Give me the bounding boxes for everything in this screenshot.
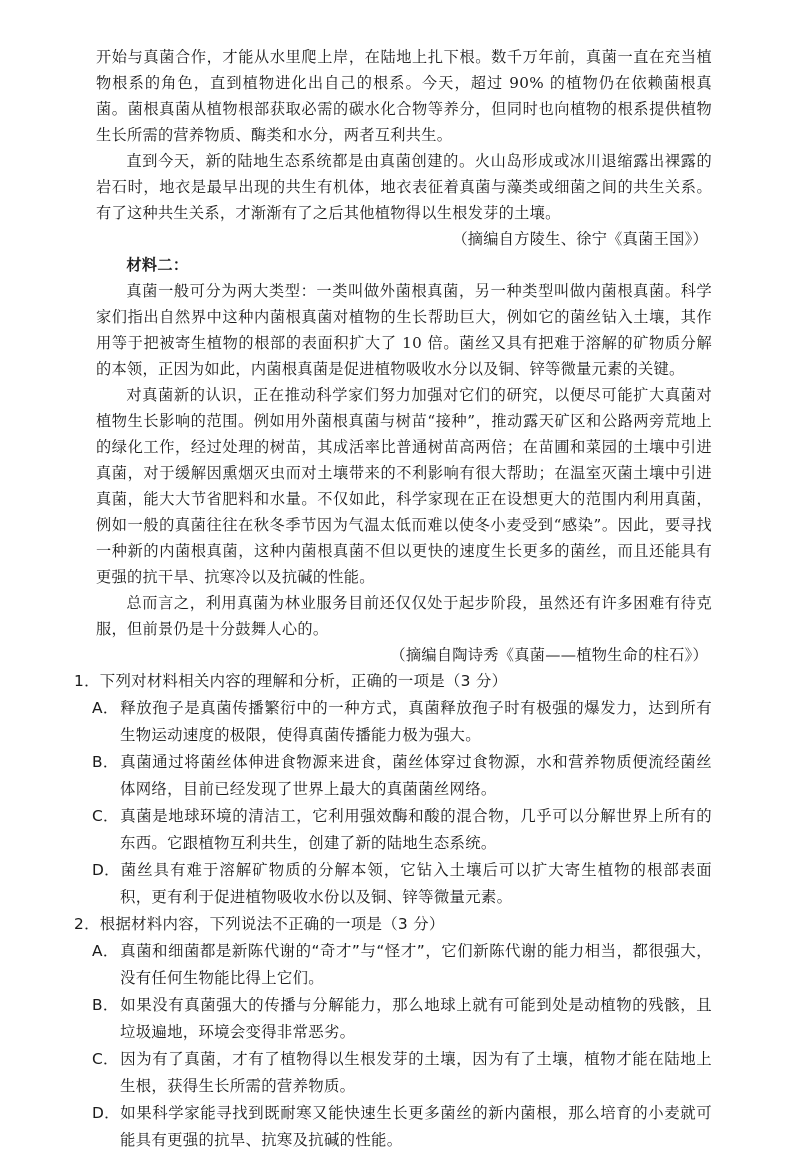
material1-paragraph-1: 开始与真菌合作，才能从水里爬上岸，在陆地上扎下根。数千万年前，真菌一直在充当植物根系的角色，直到植物进化出自己的根系。今天，超过 90% 的植物仍在依赖菌根真菌。菌根真菌从植物根部获取必需的碳水化合物等养分，但同时也向植物的根系提供植物生长所需的营养物质、酶类和水分，两者互利共生。 bbox=[96, 48, 712, 144]
material2-citation: （摘编自陶诗秀《真菌——植物生命的柱石》） bbox=[390, 646, 708, 664]
option-letter: D． bbox=[92, 1104, 120, 1122]
question-2-option-b bbox=[92, 992, 712, 1046]
option-letter: A． bbox=[92, 699, 119, 717]
option-letter: A． bbox=[92, 942, 119, 960]
option-letter: B． bbox=[92, 996, 119, 1014]
material2-header: 材料二： bbox=[126, 256, 189, 274]
material1-citation: （摘编自方陵生、徐宁《真菌王国》） bbox=[452, 230, 708, 248]
material1-paragraph-2: 直到今天，新的陆地生态系统都是由真菌创建的。火山岛形成或冰川退缩露出裸露的岩石时，地衣是最早出现的共生有机体，地衣表征着真菌与藻类或细菌之间的共生关系。有了这种共生关系，才渐渐有了之后其他植物得以生根发芽的土壤。 bbox=[96, 152, 712, 222]
material2-paragraph-1: 真菌一般可分为两大类型：一类叫做外菌根真菌，另一种类型叫做内菌根真菌。科学家们指出自然界中这种内菌根真菌对植物的生长帮助巨大，例如它的菌丝钻入土壤，其作用等于把被寄生植物的根部的表面积扩大了 10 倍。菌丝又具有把难于溶解的矿物质分解的本领，正因为如此，内菌根真菌是促进植物吸收水分以及铜、锌等微量元素的关键。 bbox=[96, 282, 712, 378]
option-letter: D． bbox=[92, 861, 120, 879]
question-2-option-a bbox=[92, 938, 712, 992]
option-text: 如果没有真菌强大的传播与分解能力，那么地球上就有可能到处是动植物的残骸，且垃圾遍地，环境会变得非常恶劣。 bbox=[120, 996, 712, 1041]
question-1-option-d bbox=[92, 857, 712, 911]
question-1-option-b bbox=[92, 749, 712, 803]
option-letter: C． bbox=[92, 1050, 119, 1068]
option-text: 释放孢子是真菌传播繁衍中的一种方式，真菌释放孢子时有极强的爆发力，达到所有生物运动速度的极限，使得真菌传播能力极为强大。 bbox=[120, 699, 712, 744]
question-2-option-c bbox=[92, 1046, 712, 1100]
question-1-option-c bbox=[92, 803, 712, 857]
exam-page bbox=[0, 44, 794, 1167]
option-text: 真菌和细菌都是新陈代谢的“奇才”与“怪才”，它们新陈代谢的能力相当，都很强大，没有任何生物能比得上它们。 bbox=[120, 942, 712, 987]
option-text: 真菌通过将菌丝体伸进食物源来进食，菌丝体穿过食物源，水和营养物质便流经菌丝体网络，目前已经发现了世界上最大的真菌菌丝网络。 bbox=[120, 753, 712, 798]
option-text: 因为有了真菌，才有了植物得以生根发芽的土壤，因为有了土壤，植物才能在陆地上生根，获得生长所需的营养物质。 bbox=[120, 1050, 712, 1095]
option-letter: B． bbox=[92, 753, 119, 771]
option-text: 真菌是地球环境的清洁工，它利用强效酶和酸的混合物，几乎可以分解世界上所有的东西。它跟植物互利共生，创建了新的陆地生态系统。 bbox=[120, 807, 712, 852]
question-2-stem: 2．根据材料内容，下列说法不正确的一项是（3 分） bbox=[74, 915, 445, 933]
material2-paragraph-2: 对真菌新的认识，正在推动科学家们努力加强对它们的研究，以便尽可能扩大真菌对植物生长影响的范围。例如用外菌根真菌与树苗“接种”，推动露天矿区和公路两旁荒地上的绿化工作，经过处理的树苗，其成活率比普通树苗高两倍；在苗圃和菜园的土壤中引进真菌，对于缓解因熏烟灭虫而对土壤带来的不利影响有很大帮助；在温室灭菌土壤中引进真菌，能大大节省肥料和水量。不仅如此，科学家现在正在设想更大的范围内利用真菌，例如一般的真菌往往在秋冬季节因为气温太低而难以使冬小麦受到“感染”。因此，要寻找一种新的内菌根真菌，这种内菌根真菌不但以更快的速度生长更多的菌丝，而且还能具有更强的抗干旱、抗寒冷以及抗碱的性能。 bbox=[96, 386, 712, 586]
question-2-option-d bbox=[92, 1100, 712, 1154]
option-letter: C． bbox=[92, 807, 119, 825]
question-1-option-a bbox=[92, 695, 712, 749]
material2-paragraph-3: 总而言之，利用真菌为林业服务目前还仅仅处于起步阶段，虽然还有许多困难有待克服，但前景仍是十分鼓舞人心的。 bbox=[96, 594, 712, 638]
option-text: 菌丝具有难于溶解矿物质的分解本领，它钻入土壤后可以扩大寄生植物的根部表面积，更有利于促进植物吸收水份以及铜、锌等微量元素。 bbox=[120, 861, 712, 906]
option-text: 如果科学家能寻找到既耐寒又能快速生长更多菌丝的新内菌根，那么培育的小麦就可能具有更强的抗旱、抗寒及抗碱的性能。 bbox=[120, 1104, 712, 1149]
question-1-stem: 1．下列对材料相关内容的理解和分析，正确的一项是（3 分） bbox=[74, 672, 508, 690]
